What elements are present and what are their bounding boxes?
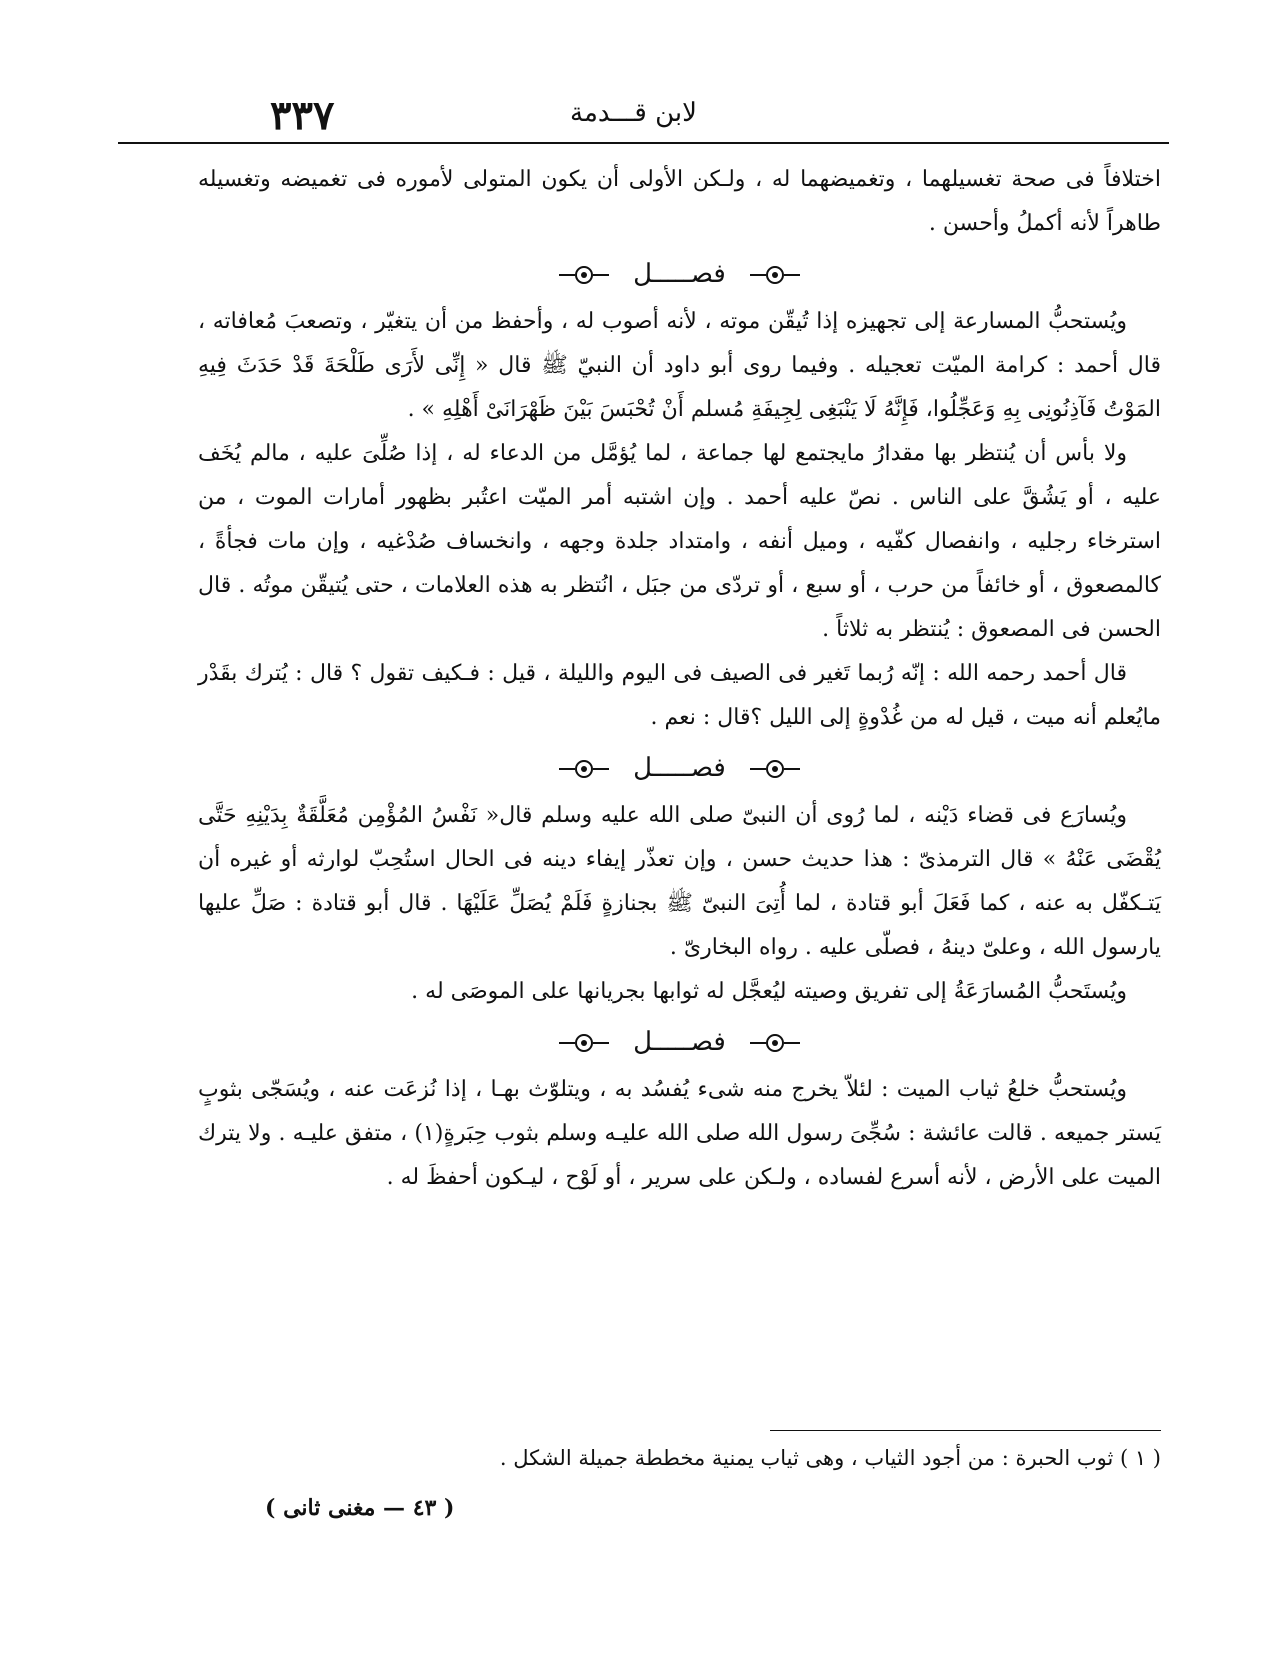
paragraph: اختلافاً فى صحة تغسيلهما ، وتغميضهما له ، ولـكن الأولى أن يكون المتولى لأموره فى تغميضه وتغسيله طاهراً لأنه أكملُ وأحسن . <box>198 167 1161 236</box>
ornament-icon <box>748 1031 802 1055</box>
paragraph: ويُسارَع فى قضاء دَيْنه ، لما رُوى أن النبىّ صلى الله عليه وسلم قال« نَفْسُ المُؤْمِن مُعَلَّقَةٌ بِدَيْنِهِ حَتَّى يُقْضَى عَنْهُ » قال الترمذىّ : هذا حديث حسن ، وإن تعذّر إيفاء دينه فى الحال استُحِبّ لوارثه أو غيره أن يَتـكفّل به عنه ، كما فَعَلَ أبو قتادة ، لما أُتِىَ النبىّ ﷺ بجنازةٍ فَلَمْ يُصَلِّ عَلَيْهَا . قال أبو قتادة : صَلِّ عليها يارسول الله ، وعلىّ دينهُ ، فصلّى عليه . رواه البخارىّ . <box>198 803 1161 960</box>
section-heading <box>198 748 1161 788</box>
footnote: ( ١ ) ثوب الحبرة : من أجود الثياب ، وهى ثياب يمنية مخططة جميلة الشكل . <box>499 1446 1161 1470</box>
section-title: فصـــــل <box>633 1027 726 1057</box>
header-rule <box>118 142 1169 144</box>
main-text <box>198 158 1161 1200</box>
paragraph: ويُستَحبُّ المُسارَعَةُ إلى تفريق وصيته ليُعجَّل له ثوابها بجريانها على الموصَى له . <box>411 979 1127 1004</box>
paragraph: ويُستحبُّ خلعُ ثياب الميت : لئلاّ يخرج منه شىء يُفسُد به ، ويتلوّث بهـا ، إذا نُزعَت عنه ، ويُسَجّى بثوبٍ يَستر جميعه . قالت عائشة : سُجِّىَ رسول الله صلى الله عليـه وسلم بثوب حِبَرةٍ(١) ، متفق عليـه . ولا يترك الميت على الأرض ، لأنه أسرع لفساده ، ولـكن على سرير ، أو لَوْح ، ليـكون أحفظَ له . <box>198 1077 1161 1190</box>
paragraph: ويُستحبُّ المسارعة إلى تجهيزه إذا تُيقّن موته ، لأنه أصوب له ، وأحفظ من أن يتغيّر ، وتصعبَ مُعافاته ، قال أحمد : كرامة الميّت تعجيله . وفيما روى أبو داود أن النبيّ ﷺ قال « إِنِّى لأَرَى طَلْحَةَ قَدْ حَدَثَ فِيهِ المَوْتُ فَآذِنُونِى بِهِ وَعَجِّلُوا، فَإِنَّهُ لَا يَنْبَغِى لِجِيفَةِ مُسلم أَنْ تُحْبَسَ بَيْنَ ظَهْرَانَىْ أَهْلِهِ » . <box>198 309 1161 422</box>
section-title: فصـــــل <box>633 259 726 289</box>
footnote-rule <box>770 1430 1161 1431</box>
signature-mark: ( ٤٣ — مغنى ثانى ) <box>265 1495 455 1521</box>
paragraph: قال أحمد رحمه الله : إنّه رُبما تَغير فى الصيف فى اليوم والليلة ، قيل : فـكيف تقول ؟ قال : يُترك بقَدْر مايُعلم أنه ميت ، قيل له من غُدْوةٍ إلى الليل ؟قال : نعم . <box>198 661 1161 730</box>
running-title: لابن قـــدمة <box>570 98 697 128</box>
paragraph: ولا بأس أن يُنتظر بها مقدارُ مايجتمع لها جماعة ، لما يُؤمَّل من الدعاء له ، إذا صُلِّىَ عليه ، مالم يُخَف عليه ، أو يَشُقَّ على الناس . نصّ عليه أحمد . وإن اشتبه أمر الميّت اعتُبر بظهور أمارات الموت ، من استرخاء رجليه ، وانفصال كفّيه ، وميل أنفه ، وامتداد جلدة وجهه ، وانخساف صُدْغيه ، وإن مات فجأةً ، كالمصعوق ، أو خائفاً من حرب ، أو سبع ، أو تردّى من جبَل ، انُتظر به هذه العلامات ، حتى يُتيقّن موتُه . قال الحسن فى المصعوق : يُنتظر به ثلاثاً . <box>198 441 1161 642</box>
page-number: ٣٣٧ <box>270 92 335 139</box>
ornament-icon <box>748 263 802 287</box>
ornament-icon <box>748 757 802 781</box>
section-heading <box>198 1022 1161 1062</box>
page-header <box>130 92 1137 138</box>
section-title: فصـــــل <box>633 753 726 783</box>
ornament-icon <box>557 1031 611 1055</box>
ornament-icon <box>557 757 611 781</box>
section-heading <box>198 254 1161 294</box>
ornament-icon <box>557 263 611 287</box>
